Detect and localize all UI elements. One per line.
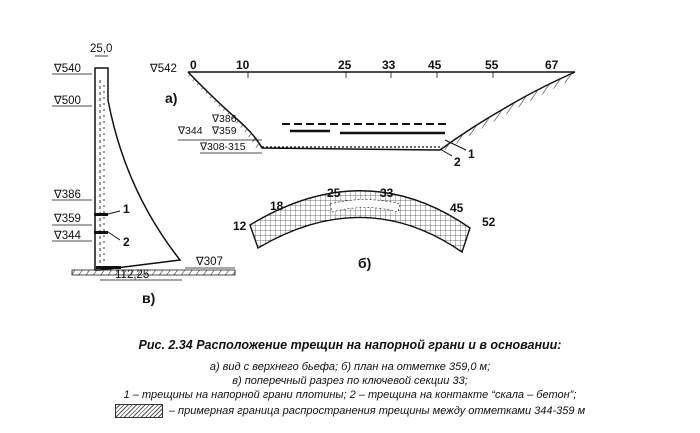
section-10: 10 [236, 58, 250, 72]
view-b-label: б) [358, 255, 372, 271]
level-359-a: ∇359 [212, 125, 237, 137]
section-33: 33 [382, 58, 396, 72]
crack-label-1-v: 1 [123, 202, 130, 216]
legend-text: – примерная граница распространения трещины между отметками 344-359 м [168, 405, 586, 417]
view-b-plan [233, 186, 496, 271]
section-55: 55 [485, 58, 499, 72]
legend [0, 404, 700, 418]
plan-section-12: 12 [233, 219, 247, 233]
level-344-v: ∇344 [54, 230, 81, 242]
crack-1-mark [94, 213, 108, 216]
figure-caption-title: Рис. 2.34 Расположение трещин на напорной грани и в основании: [138, 338, 562, 352]
plan-section-25: 25 [327, 186, 341, 200]
canyon-profile [188, 72, 575, 150]
base-width: 112,25 [115, 269, 150, 281]
crack-label-1-a: 1 [468, 147, 475, 161]
section-0: 0 [190, 58, 197, 72]
crest-width: 25,0 [90, 43, 113, 55]
level-359-v: ∇359 [54, 213, 81, 225]
view-v-label: в) [142, 290, 156, 306]
view-a-level-542: ∇542 [150, 63, 177, 75]
crack-label-2-a: 2 [454, 155, 461, 169]
section-25: 25 [338, 58, 352, 72]
plan-section-33: 33 [380, 186, 394, 200]
view-v-cross-section [52, 43, 235, 306]
level-500: ∇500 [54, 95, 81, 107]
section-67: 67 [545, 58, 559, 72]
level-308-315: ∇308-315 [200, 141, 246, 153]
canyon-right-hatch [440, 72, 575, 150]
legend-hatch-swatch [115, 404, 163, 418]
level-344-a: ∇344 [178, 125, 203, 137]
level-386-v: ∇386 [54, 189, 81, 201]
level-386-a: ∇386 [212, 113, 237, 125]
plan-section-45: 45 [450, 201, 464, 215]
plan-section-52: 52 [482, 215, 496, 229]
view-a-label: а) [165, 90, 178, 106]
view-a-upstream-face [149, 58, 575, 169]
crack-label-2-v: 2 [123, 235, 130, 249]
caption-line-b: в) поперечный разрез по ключевой секции 33; [232, 375, 468, 387]
caption-line-c: 1 – трещины на напорной грани плотины; 2 – трещина на контакте “скала – бетон”; [123, 389, 577, 401]
foundation-rock [72, 270, 235, 275]
section-45: 45 [428, 58, 442, 72]
level-540: ∇540 [54, 63, 81, 75]
crack-2-mark [94, 231, 108, 234]
level-307: ∇307 [196, 256, 223, 268]
caption-line-a: а) вид с верхнего бьефа; б) план на отметке 359,0 м; [209, 361, 491, 373]
plan-section-18: 18 [270, 199, 284, 213]
